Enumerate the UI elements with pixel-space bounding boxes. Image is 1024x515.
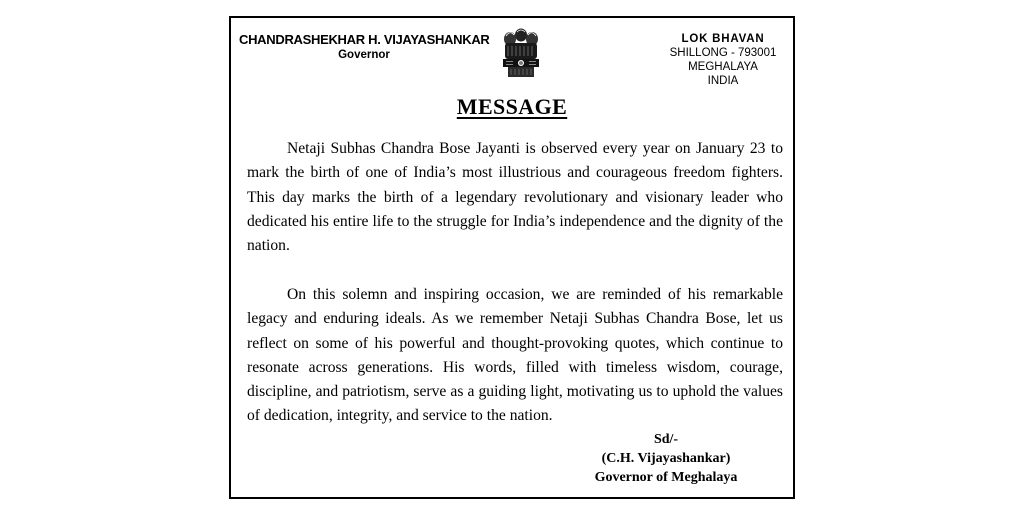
sender-designation: Governor [338,49,390,61]
message-paragraph-1: Netaji Subhas Chandra Bose Jayanti is observed every year on January 23 to mark the birth of one of India’s most illustrious and courageous freedom fighters. This day marks the birth of a legendary revolutionary and visionary leader who dedicated his entire life to the struggle for India’s independence and the dignity of the nation. [247,140,783,255]
message-document [229,16,795,499]
signature-block [571,430,761,487]
state-emblem-icon [499,26,543,92]
sender-block [239,32,489,63]
message-paragraph-2: On this solemn and inspiring occasion, we are reminded of his remarkable legacy and enduring ideals. As we remember Netaji Subhas Chandra Bose, let us reflect on some of his powerful and thought-provoking quotes, which continue to resonate across generations. His words, filled with timeless wisdom, courage, discipline, and patriotism, serve as a guiding light, motivating us to uphold the values of dedication, integrity, and service to the nation. [247,286,783,425]
message-heading: MESSAGE [456,94,568,119]
address-line-4: INDIA [707,75,739,87]
address-line-2: SHILLONG - 793001 [669,47,777,59]
signature-sd: Sd/- [653,432,679,447]
address-line-3: MEGHALAYA [688,61,758,73]
address-line-1: LOK BHAVAN [681,33,765,45]
address-block [661,32,785,88]
sender-name: CHANDRASHEKHAR H. VIJAYASHANKAR [239,32,490,47]
signatory-title: Governor of Meghalaya [594,470,738,485]
signatory-name: (C.H. Vijayashankar) [601,451,731,466]
